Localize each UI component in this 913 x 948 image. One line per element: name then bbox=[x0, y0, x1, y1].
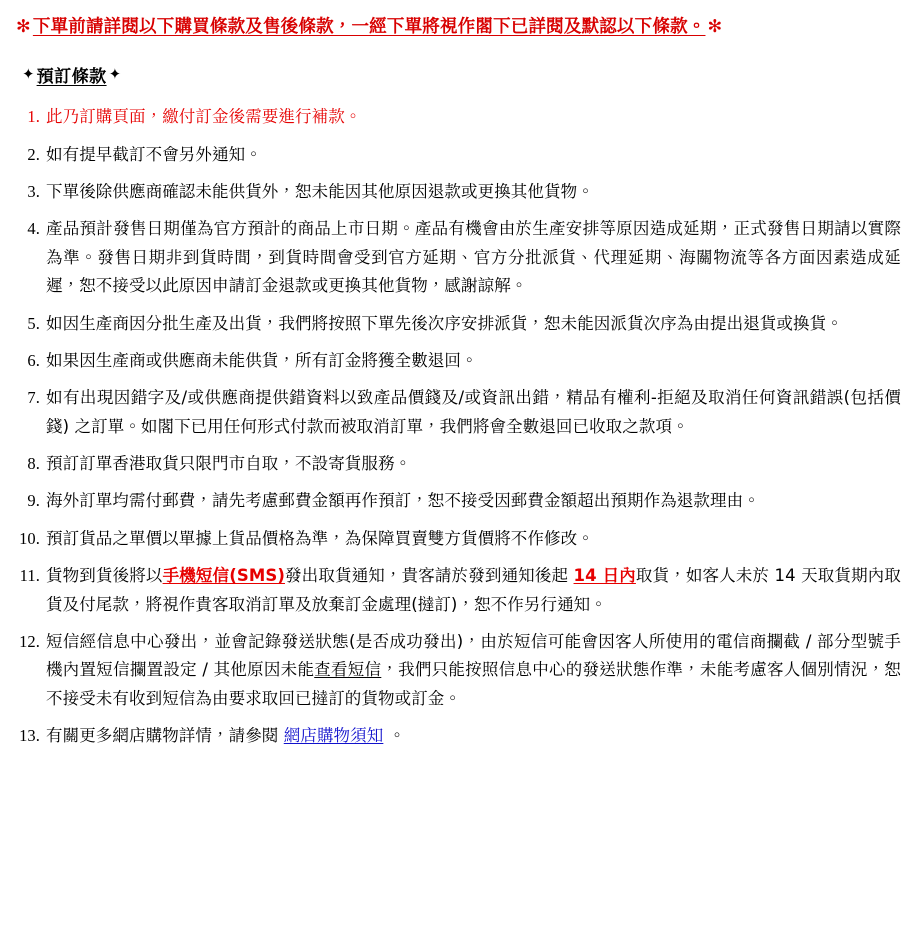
term-text-8: 預訂訂單香港取貨只限門市自取，不設寄貨服務。 bbox=[46, 454, 412, 473]
list-item bbox=[12, 487, 901, 515]
list-item bbox=[12, 215, 901, 300]
term-text-10: 預訂貨品之單價以單據上貨品價格為準，為保障買賣雙方貨價將不作修改。 bbox=[46, 528, 594, 548]
diamond-icon-right: ✦ bbox=[108, 65, 122, 84]
list-item bbox=[12, 525, 901, 553]
term-text-9: 海外訂單均需付郵費，請先考慮郵費金額再作預訂，恕不接受因郵費金額超出預期作為退款理由。 bbox=[46, 491, 760, 511]
term-text-4: 產品預計發售日期僅為官方預計的商品上市日期。產品有機會由於生產安排等原因造成延期，正式發售日期請以實際為準。發售日期非到貨時間，到貨時間會受到官方延期、官方分批派貨、代理延期、海關物流等各方面因素造成延遲，恕不接受以此原因申請訂金退款或更換其他貨物，感謝諒解。 bbox=[46, 219, 901, 296]
check-sms-emphasis: 查看短信 bbox=[314, 660, 382, 680]
term-text-13-part-b: 。 bbox=[383, 726, 406, 745]
term-text-2: 如有提早截訂不會另外通知。 bbox=[46, 144, 262, 164]
term-text-13-part-a: 有關更多網店購物詳情，請參閱 bbox=[46, 726, 284, 745]
pickup-deadline-emphasis: 14 日內 bbox=[573, 566, 636, 586]
list-item bbox=[12, 562, 901, 619]
list-item bbox=[12, 384, 901, 441]
list-item bbox=[12, 450, 901, 478]
term-text-12-part-a: 短信經信息中心發出，並會記錄發送狀態(是否成功發出)，由於短信可能會因客人所使用的電信商攔截 / 部分型號手機內置短信攔置設定 / 其他原因未能 bbox=[46, 631, 901, 680]
list-item bbox=[12, 722, 901, 750]
section-heading bbox=[22, 62, 901, 87]
section-heading-label: 預訂條款 bbox=[36, 67, 107, 88]
term-text-7: 如有出現因錯字及/或供應商提供錯資料以致產品價錢及/或資訊出錯，精品有權利-拒絕及取消任何資訊錯誤(包括價錢) 之訂單。如閣下已用任何形式付款而被取消訂單，我們將會全數退回已收取之款項。 bbox=[46, 388, 901, 436]
star-icon-left: ✻ bbox=[16, 17, 31, 37]
star-icon-right: ✻ bbox=[707, 17, 723, 37]
diamond-icon-left: ✦ bbox=[22, 65, 35, 84]
warning-banner-text: 下單前請詳閱以下購買條款及售後條款，一經下單將視作閣下已詳閱及默認以下條款。 bbox=[32, 17, 706, 37]
term-text-11-part-c: 取貨，如客人未於 14 天取貨期內取貨及付尾款，將視作貴客取消訂單及放棄訂金處理(撻訂)，恕不作另行通知。 bbox=[46, 566, 901, 614]
shop-guide-link[interactable]: 網店購物須知 bbox=[283, 726, 384, 745]
list-item bbox=[12, 141, 901, 169]
list-item bbox=[12, 347, 901, 375]
terms-list bbox=[12, 103, 901, 750]
list-item bbox=[12, 628, 901, 713]
term-text-3: 下單後除供應商確認未能供貨外，恕未能因其他原因退款或更換其他貨物。 bbox=[46, 182, 594, 201]
term-text-11-part-a: 貨物到貨後將以 bbox=[46, 566, 163, 586]
term-text-5: 如因生產商因分批生產及出貨，我們將按照下單先後次序安排派貨，恕未能因派貨次序為由提出退貨或換貨。 bbox=[46, 313, 843, 333]
sms-emphasis: 手機短信(SMS) bbox=[162, 566, 285, 586]
list-item bbox=[12, 178, 901, 206]
list-item bbox=[12, 103, 901, 131]
warning-banner bbox=[14, 14, 901, 40]
term-text-11-part-b: 發出取貨通知，貴客請於發到通知後起 bbox=[284, 566, 574, 586]
term-text-12-part-b: ，我們只能按照信息中心的發送狀態作準，未能考慮客人個別情況，恕不接受未有收到短信為由要求取回已撻訂的貨物或訂金。 bbox=[46, 660, 901, 708]
list-item bbox=[12, 310, 901, 338]
term-text-1: 此乃訂購頁面，繳付訂金後需要進行補款。 bbox=[46, 107, 362, 127]
term-text-6: 如果因生產商或供應商未能供貨，所有訂金將獲全數退回。 bbox=[46, 350, 478, 370]
